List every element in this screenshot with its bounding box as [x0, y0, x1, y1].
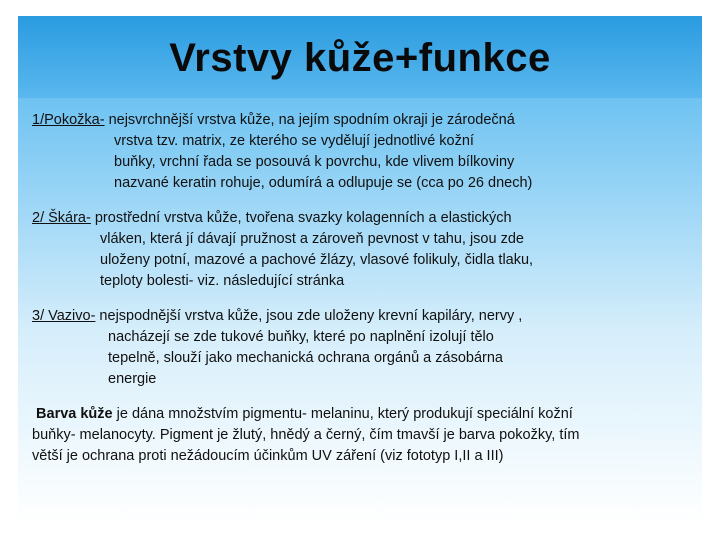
paragraph-first-line: [32, 110, 692, 131]
paragraph-line: energie: [108, 371, 157, 387]
paragraph-line: vláken, která jí dávají pružnost a zároveň pevnost v tahu, jsou zde: [100, 231, 524, 247]
paragraph-first-line: [32, 208, 692, 229]
paragraph-first-line: [32, 306, 692, 327]
slide-content: [32, 110, 692, 481]
paragraph-line: buňky, vrchní řada se posouvá k povrchu, kde vlivem bílkoviny: [114, 154, 515, 170]
paragraph-barva-kuze: [32, 404, 692, 467]
term-skara: 2/ Škára-: [32, 210, 91, 226]
term-pokozka: 1/Pokožka-: [32, 112, 105, 128]
paragraph-first-line: [32, 404, 692, 425]
paragraph-text: nejspodnější vrstva kůže, jsou zde uloženy krevní kapiláry, nervy ,: [95, 308, 523, 324]
paragraph-text: nejsvrchnější vrstva kůže, na jejím spodním okraji je zárodečná: [104, 112, 515, 128]
term-barva-kuze: Barva kůže: [36, 406, 113, 422]
slide-title: Vrstvy kůže+funkce: [169, 36, 551, 80]
paragraph-text: prostřední vrstva kůže, tvořena svazky kolagenních a elastických: [90, 210, 512, 226]
paragraph-skara: [32, 208, 692, 292]
paragraph-line: vrstva tzv. matrix, ze kterého se vydělují jednotlivé kožní: [114, 133, 474, 149]
paragraph-line: nazvané keratin rohuje, odumírá a odlupuje se (cca po 26 dnech): [114, 175, 533, 191]
paragraph-line: buňky- melanocyty. Pigment je žlutý, hnědý a černý, čím tmavší je barva pokožky, tím: [32, 427, 580, 443]
paragraph-line: větší je ochrana proti nežádoucím účinkům UV záření (viz fototyp I,II a III): [32, 448, 504, 464]
paragraph-line: teploty bolesti- viz. následující stránka: [100, 273, 345, 289]
paragraph-line: uloženy potní, mazové a pachové žlázy, vlasové folikuly, čidla tlaku,: [100, 252, 534, 268]
paragraph-line: nacházejí se zde tukové buňky, které po naplnění izolují tělo: [108, 329, 494, 345]
paragraph-text: je dána množstvím pigmentu- melaninu, který produkují speciální kožní: [112, 406, 573, 422]
paragraph-vazivo: [32, 306, 692, 390]
term-vazivo: 3/ Vazivo-: [32, 308, 96, 324]
paragraph-line: tepelně, slouží jako mechanická ochrana orgánů a zásobárna: [108, 350, 503, 366]
paragraph-pokozka: [32, 110, 692, 194]
